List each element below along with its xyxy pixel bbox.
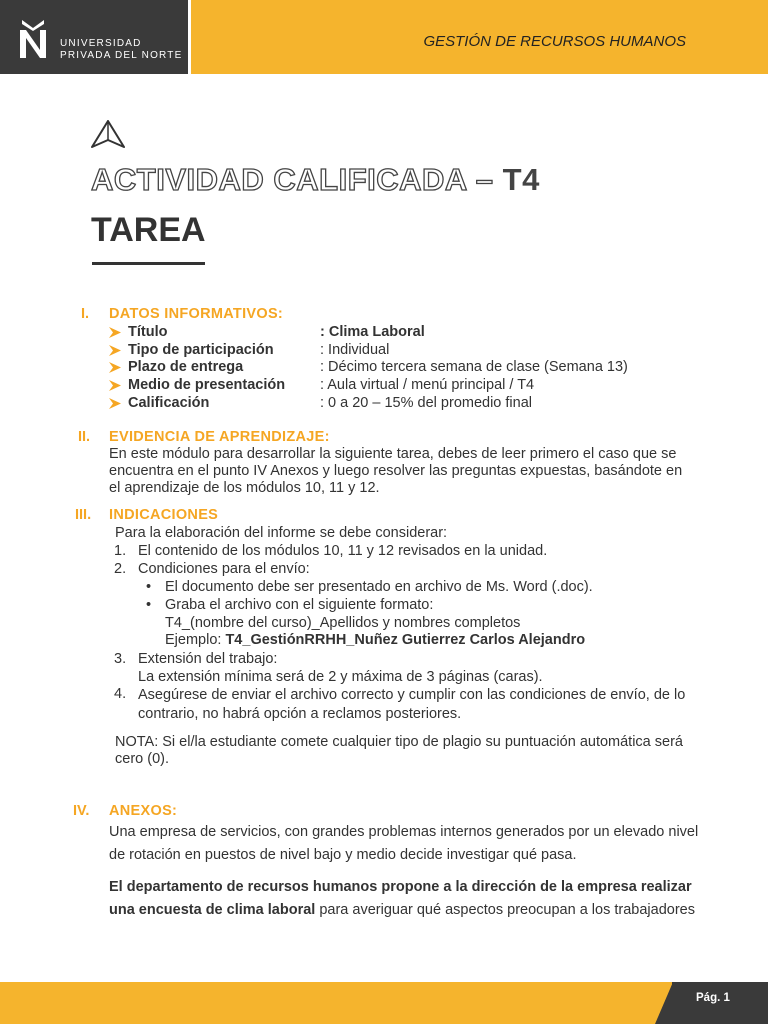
nota bbox=[115, 734, 683, 768]
info-value: : Individual bbox=[320, 342, 390, 358]
chevron-bullet-icon bbox=[109, 398, 121, 409]
anexos-paragraph-1 bbox=[109, 821, 698, 867]
page-number: Pág. 1 bbox=[696, 992, 730, 1004]
bold-phrase: una encuesta de clima laboral bbox=[109, 902, 316, 918]
info-key: Calificación bbox=[128, 395, 210, 411]
info-key: Tipo de participación bbox=[128, 342, 274, 358]
list-number: 1. bbox=[114, 543, 127, 559]
list-number: 2. bbox=[114, 561, 127, 577]
bullet-dot-icon: • bbox=[146, 597, 152, 613]
paragraph-line: el aprendizaje de los módulos 10, 11 y 12. bbox=[109, 480, 380, 496]
chevron-bullet-icon bbox=[109, 345, 121, 356]
title-text: ACTIVIDAD CALIFICADA – bbox=[91, 162, 494, 197]
section-4-title: ANEXOS: bbox=[109, 803, 178, 819]
chevron-bullet-icon bbox=[109, 362, 121, 373]
info-key: Plazo de entrega bbox=[128, 359, 244, 375]
logo-line2: PRIVADA DEL NORTE bbox=[60, 50, 183, 61]
file-format: T4_(nombre del curso)_Apellidos y nombres completos bbox=[165, 615, 521, 631]
navigation-arrow-icon bbox=[91, 120, 125, 148]
paragraph-line: El departamento de recursos humanos propone a la dirección de la empresa realizar bbox=[109, 879, 692, 895]
info-key: Medio de presentación bbox=[128, 377, 286, 393]
section-1-number: I. bbox=[81, 306, 90, 322]
list-item-1: El contenido de los módulos 10, 11 y 12 revisados en la unidad. bbox=[138, 543, 548, 559]
anexos-paragraph-2 bbox=[109, 876, 695, 922]
paragraph-line: de rotación en puestos de nivel bajo y medio decide investigar qué pasa. bbox=[109, 847, 577, 863]
paragraph-line: cero (0). bbox=[115, 751, 169, 767]
bullet-dot-icon: • bbox=[146, 579, 152, 595]
paragraph-line bbox=[109, 899, 695, 922]
paragraph-line: Una empresa de servicios, con grandes problemas internos generados por un elevado nivel bbox=[109, 824, 699, 840]
list-number: 4. bbox=[114, 686, 127, 702]
logo-line1: UNIVERSIDAD bbox=[60, 38, 142, 49]
section-3-title: INDICACIONES bbox=[109, 507, 219, 523]
paragraph-line: Asegúrese de enviar el archivo correcto y cumplir con las condiciones de envío, de lo bbox=[138, 687, 686, 703]
list-item-3: Extensión del trabajo: bbox=[138, 651, 278, 667]
title-code: T4 bbox=[502, 162, 540, 197]
document-subtitle: TAREA bbox=[91, 211, 206, 249]
list-item-3-detail: La extensión mínima será de 2 y máxima de 3 páginas (caras). bbox=[138, 669, 543, 685]
list-item-2: Condiciones para el envío: bbox=[138, 561, 310, 577]
title-underline bbox=[92, 262, 205, 265]
section-3-number: III. bbox=[75, 507, 92, 523]
info-value: : 0 a 20 – 15% del promedio final bbox=[320, 395, 532, 411]
chevron-bullet-icon bbox=[109, 380, 121, 391]
example-value: T4_GestiónRRHH_Nuñez Gutierrez Carlos Alejandro bbox=[225, 632, 586, 648]
list-item-4 bbox=[138, 686, 685, 724]
course-title: GESTIÓN DE RECURSOS HUMANOS bbox=[423, 33, 686, 50]
document-title bbox=[91, 162, 540, 198]
footer-notch bbox=[655, 982, 673, 1024]
section-2-body bbox=[109, 446, 682, 497]
paragraph-text: para averiguar qué aspectos preocupan a los trabajadores bbox=[315, 902, 695, 918]
section-2-number: II. bbox=[78, 429, 91, 445]
info-value: : Décimo tercera semana de clase (Semana 13) bbox=[320, 359, 628, 375]
file-example bbox=[165, 632, 585, 649]
example-label: Ejemplo: bbox=[165, 632, 226, 648]
page-header bbox=[0, 0, 768, 74]
paragraph-line: encuentra en el punto IV Anexos y luego resolver las preguntas expuestas, basándote en bbox=[109, 463, 683, 479]
logo-n-icon bbox=[16, 18, 50, 60]
info-key: Título bbox=[128, 324, 168, 340]
list-bullet-1: El documento debe ser presentado en archivo de Ms. Word (.doc). bbox=[165, 579, 593, 595]
info-value: : Aula virtual / menú principal / T4 bbox=[320, 377, 535, 393]
paragraph-line: En este módulo para desarrollar la siguiente tarea, debes de leer primero el caso que se bbox=[109, 446, 677, 462]
paragraph-line: contrario, no habrá opción a reclamos posteriores. bbox=[138, 706, 462, 722]
list-bullet-2: Graba el archivo con el siguiente formato: bbox=[165, 597, 434, 613]
info-value: : Clima Laboral bbox=[320, 324, 425, 340]
indicaciones-intro: Para la elaboración del informe se debe considerar: bbox=[115, 525, 448, 541]
paragraph-line: NOTA: Si el/la estudiante comete cualquier tipo de plagio su puntuación automática será bbox=[115, 734, 683, 750]
section-2-title: EVIDENCIA DE APRENDIZAJE: bbox=[109, 429, 330, 445]
chevron-bullet-icon bbox=[109, 327, 121, 338]
section-1-title: DATOS INFORMATIVOS: bbox=[109, 306, 284, 322]
university-logo bbox=[0, 0, 188, 74]
logo-text bbox=[60, 38, 182, 62]
footer-band bbox=[0, 982, 768, 1024]
list-number: 3. bbox=[114, 651, 127, 667]
section-4-number: IV. bbox=[73, 803, 90, 819]
